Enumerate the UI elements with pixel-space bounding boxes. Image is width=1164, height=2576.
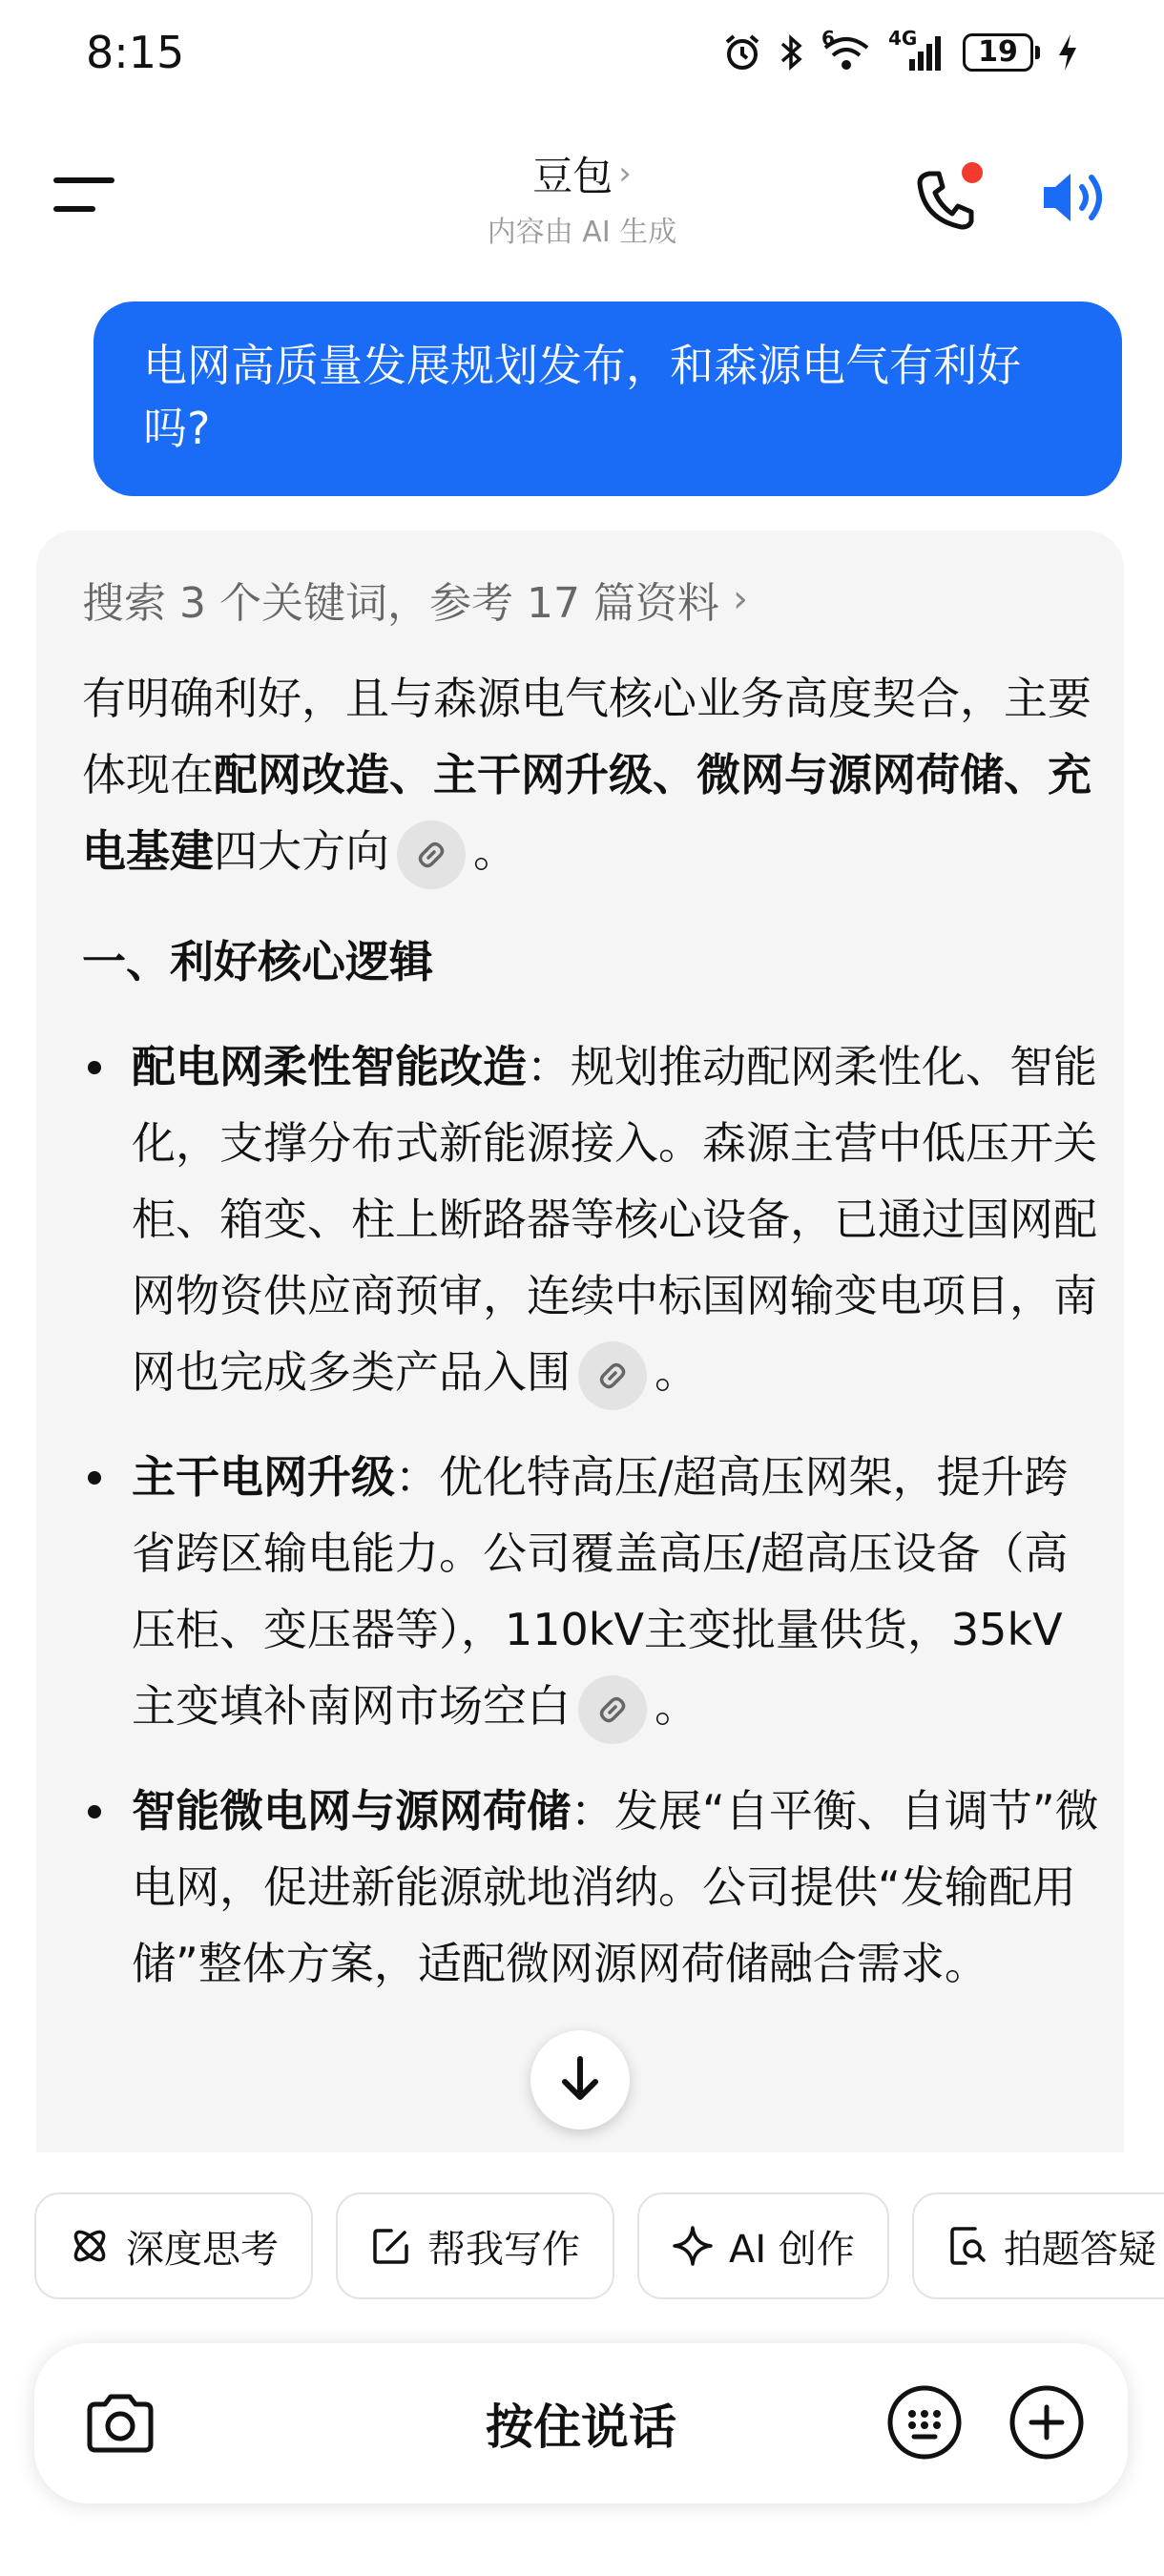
battery-level: 19 (963, 33, 1033, 72)
status-bar (0, 0, 1164, 114)
assistant-answer-card (36, 530, 1124, 2152)
atom-icon (69, 2225, 111, 2267)
battery-icon (963, 33, 1040, 72)
voice-input-bar (34, 2343, 1128, 2503)
charging-icon (1057, 32, 1078, 73)
reference-link-icon[interactable] (578, 1675, 647, 1744)
answer-body (82, 660, 1103, 2002)
search-summary-text: 搜索 3 个关键词，参考 17 篇资料 (82, 579, 719, 628)
bluetooth-icon (779, 32, 804, 73)
sparkle-icon (672, 2225, 714, 2267)
reference-link-icon[interactable] (397, 821, 466, 889)
bottom-input-area (0, 2152, 1164, 2576)
chevron-right-icon: › (618, 155, 632, 193)
quick-action-chips (34, 2192, 1164, 2299)
hold-to-talk-button[interactable] (225, 2362, 893, 2484)
search-references-link[interactable] (82, 569, 748, 630)
reference-link-icon[interactable] (578, 1341, 647, 1410)
status-icons (722, 27, 1078, 73)
photo-answer-button[interactable]: 拍题答疑 (912, 2192, 1164, 2299)
wifi-badge: 6 (821, 27, 835, 50)
ai-disclaimer: 内容由 AI 生成 (487, 216, 677, 249)
header-title-group[interactable] (0, 145, 1164, 250)
user-message-bubble[interactable]: 电网高质量发展规划发布，和森源电气有利好吗? (94, 301, 1122, 496)
plus-icon[interactable] (1006, 2381, 1088, 2463)
ai-create-button[interactable]: AI 创作 (637, 2192, 889, 2299)
keyboard-icon[interactable] (883, 2381, 966, 2463)
speaker-icon[interactable] (1040, 166, 1112, 229)
alarm-icon (722, 32, 762, 73)
wifi-icon (821, 27, 871, 73)
section-heading: 一、利好核心逻辑 (82, 936, 433, 987)
edit-icon (370, 2225, 412, 2267)
signal-icon (888, 27, 946, 73)
phone-icon[interactable] (916, 162, 983, 229)
deep-think-button[interactable]: 深度思考 (34, 2192, 313, 2299)
chevron-right-icon: › (732, 577, 748, 621)
list-item: 配电网柔性智能改造：规划推动配网柔性化、智能化，支撑分布式新能源接入。森源主营中低压开关柜、箱变、柱上断路器等核心设备，已通过国网配网物资供应商预审，连续中标国网输变电项目，南网也完成多类产品入围 。 (82, 1028, 1103, 1410)
scroll-to-bottom-button[interactable] (530, 2030, 630, 2129)
help-write-button[interactable]: 帮我写作 (336, 2192, 614, 2299)
list-item: 智能微电网与源网荷储：发展“自平衡、自调节”微电网，促进新能源就地消纳。公司提供“发输配用储”整体方案，适配微网源网荷储融合需求。 (82, 1773, 1103, 2002)
network-type: 4G (888, 27, 918, 50)
notification-dot (962, 162, 983, 183)
arrow-down-icon (559, 2055, 601, 2105)
page-title-text: 豆包 (532, 153, 613, 199)
camera-icon[interactable] (80, 2383, 160, 2463)
answer-intro: 有明确利好，且与森源电气核心业务高度契合，主要体现在配网改造、主干网升级、微网与源网荷储、充电基建四大方向 。 (82, 660, 1103, 889)
search-doc-icon (946, 2225, 988, 2267)
page-title[interactable] (532, 145, 632, 202)
list-item: 主干电网升级：优化特高压/超高压网架，提升跨省跨区输电能力。公司覆盖高压/超高压设备（高压柜、变压器等），110kV主变批量供货，35kV主变填补南网市场空白 。 (82, 1439, 1103, 1744)
hold-to-talk-label: 按住说话 (486, 2399, 676, 2455)
status-time: 8:15 (86, 27, 185, 78)
app-header (0, 134, 1164, 258)
